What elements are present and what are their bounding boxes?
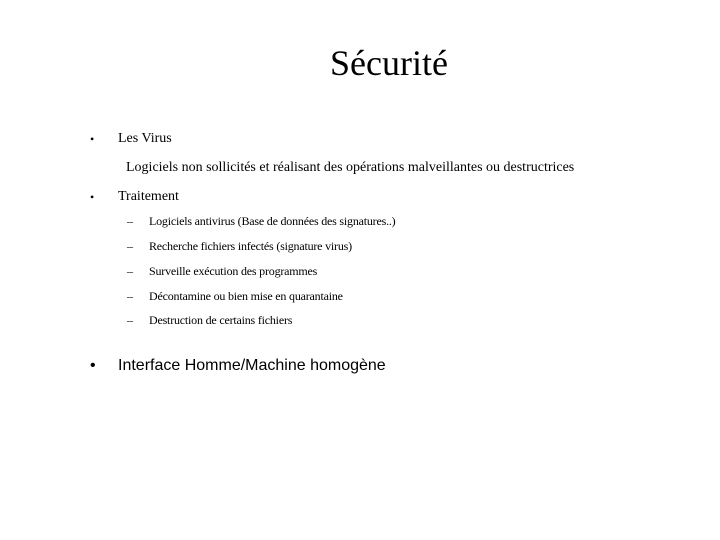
slide-title: Sécurité [330,43,448,83]
dash-icon: – [127,313,133,327]
dash-icon: – [127,214,133,228]
sub-item: Surveille exécution des programmes [149,264,318,278]
sub-item: Recherche fichiers infectés (signature virus) [149,239,352,253]
bullet-heading-virus: Les Virus [118,131,172,146]
dash-icon: – [127,264,133,278]
sub-item: Destruction de certains fichiers [149,313,293,327]
bullet-icon: • [90,190,95,204]
bullet-icon: • [90,132,95,146]
dash-icon: – [127,289,133,303]
sub-item: Logiciels antivirus (Base de données des signatures..) [149,214,396,228]
dash-icon: – [127,239,133,253]
sub-item: Décontamine ou bien mise en quarantaine [149,289,343,303]
bullet-heading-interface: Interface Homme/Machine homogène [118,357,386,374]
virus-description: Logiciels non sollicités et réalisant des opérations malveillantes ou destructrices [126,160,575,175]
bullet-icon: • [90,357,96,374]
bullet-heading-traitement: Traitement [118,189,179,204]
